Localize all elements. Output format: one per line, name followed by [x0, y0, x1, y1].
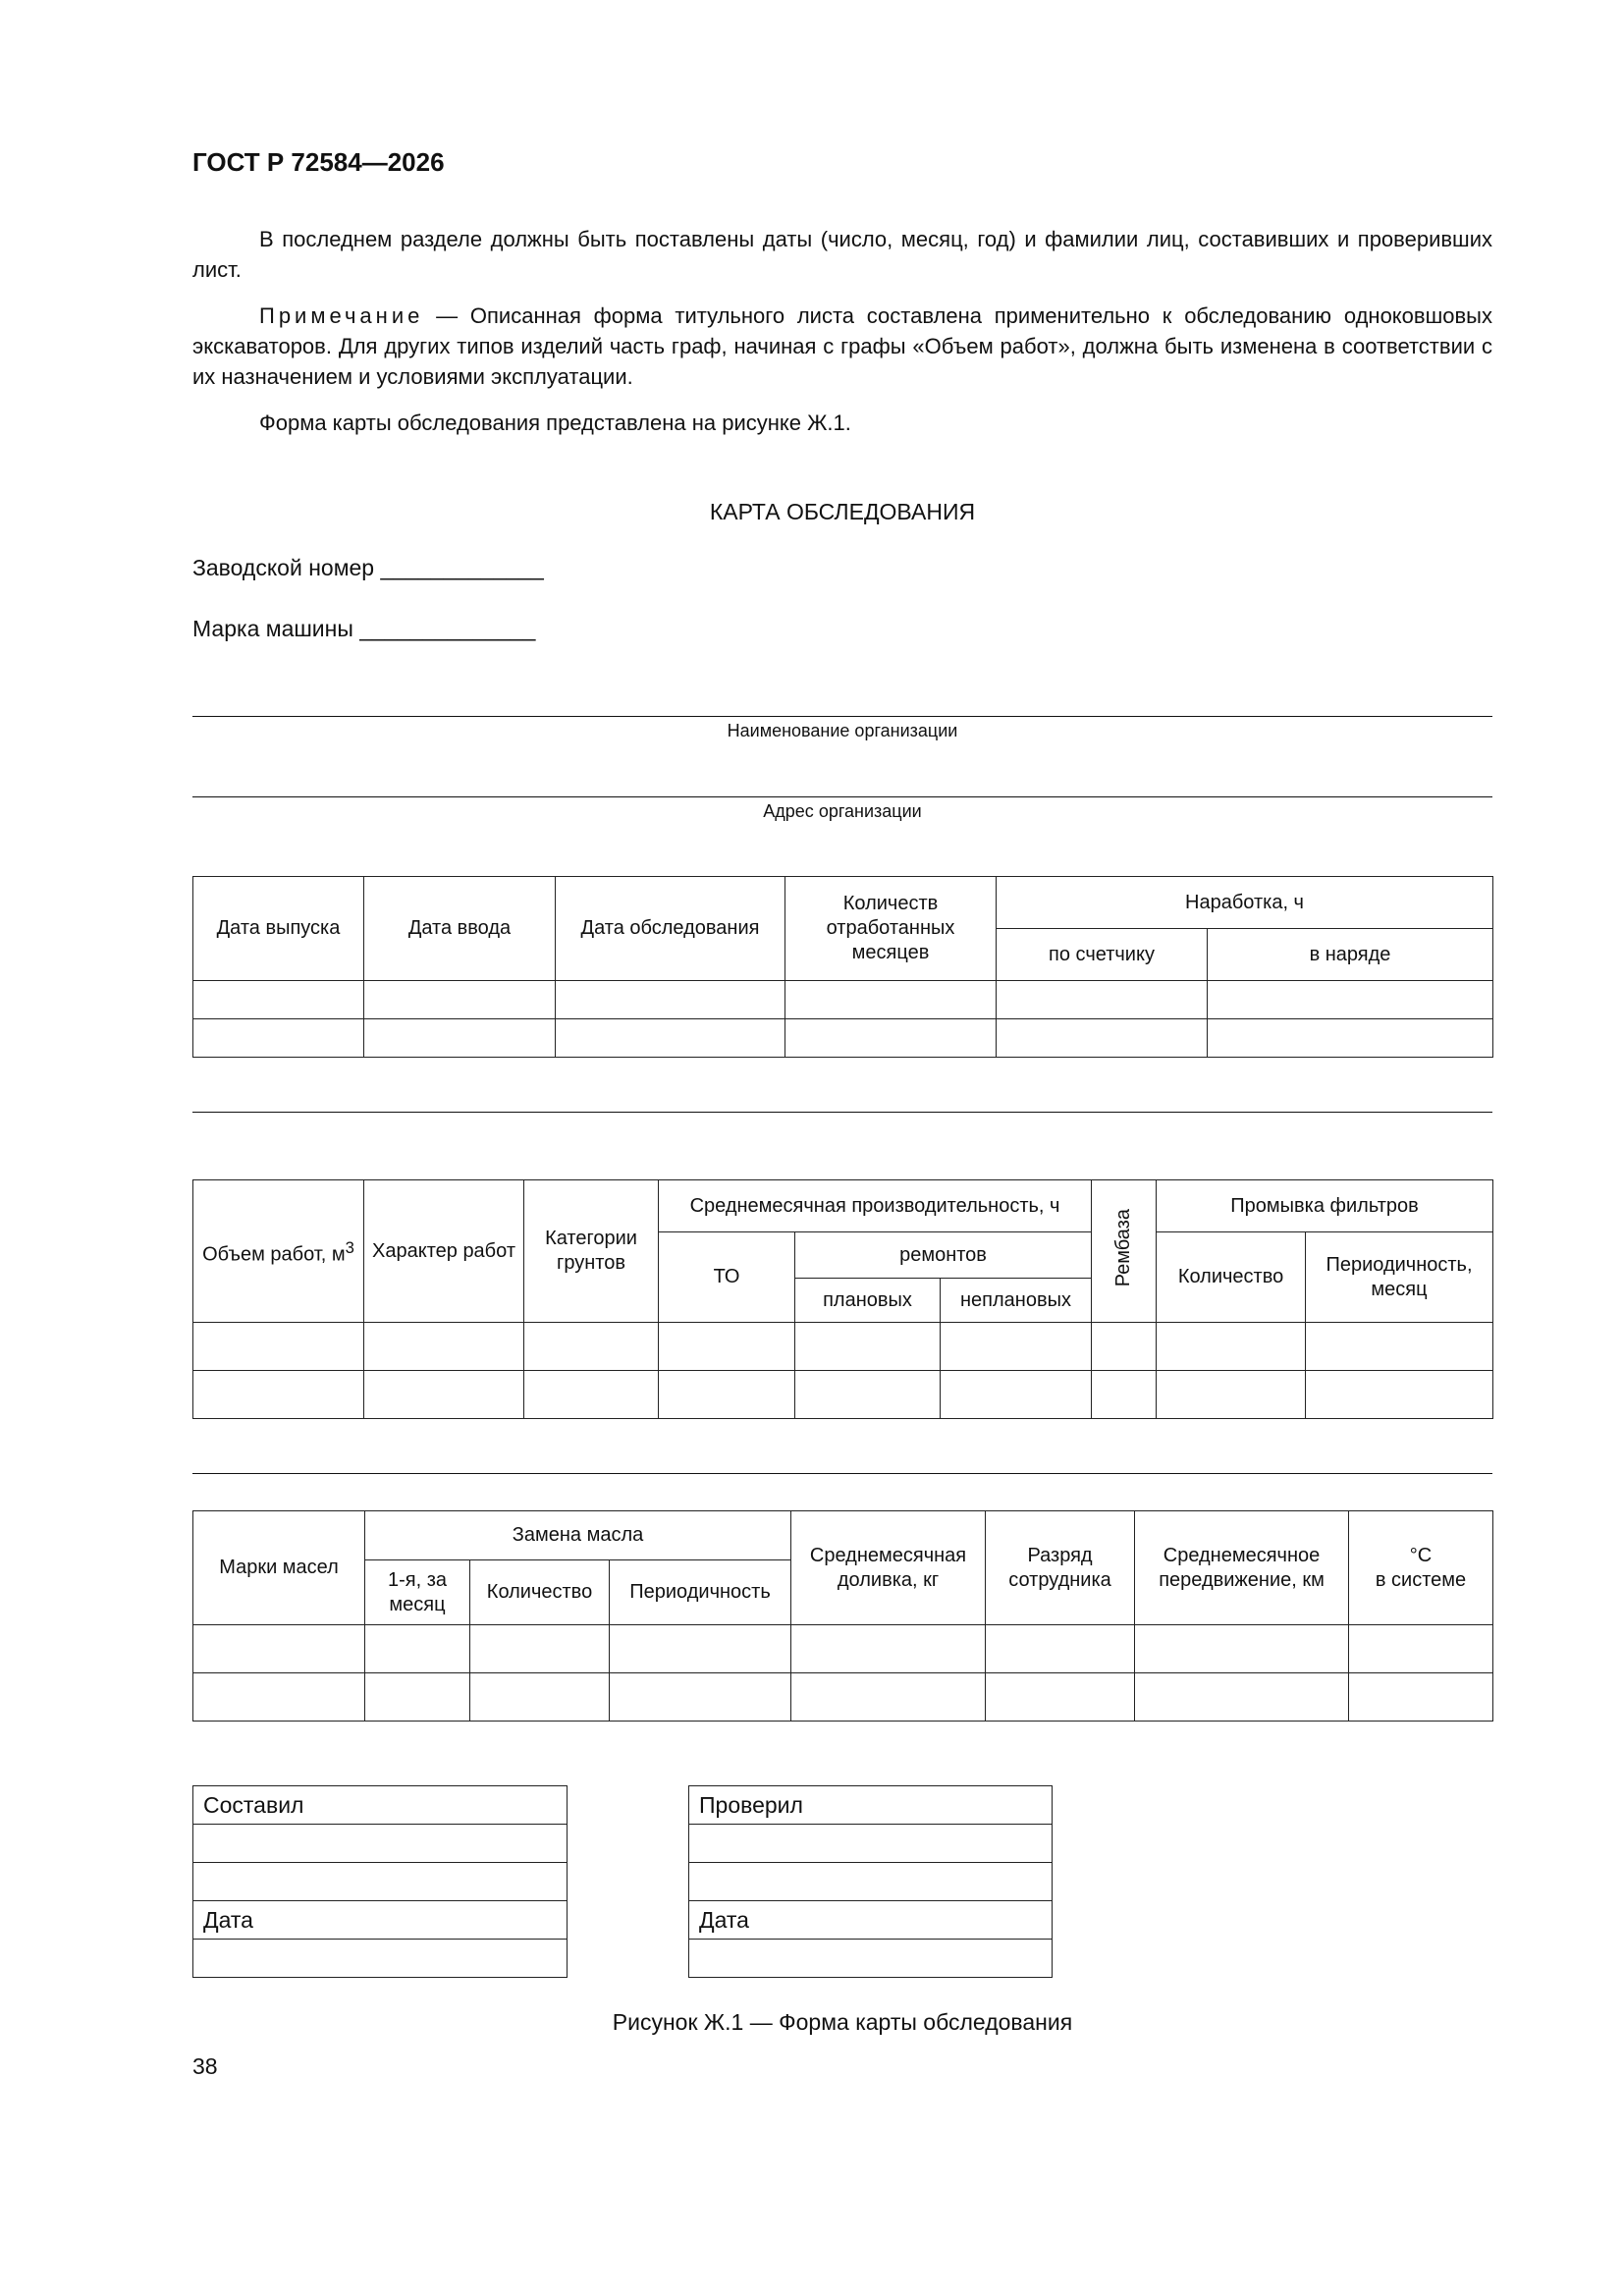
avg-productivity-header: Среднемесячная производительность, ч	[659, 1180, 1092, 1232]
note-label: Примечание	[259, 303, 424, 328]
intro-paragraph: В последнем разделе должны быть поставлены даты (число, месяц, год) и фамилии лиц, составивших и проверивших лист.	[192, 227, 1492, 282]
checked-by-block	[688, 1785, 1053, 1978]
employee-grade-header: Разряд сотрудника	[986, 1511, 1135, 1625]
oil-table	[192, 1510, 1493, 1722]
checked-date-field	[689, 1940, 1053, 1978]
compiled-by-name-field	[193, 1825, 568, 1863]
soil-categories-header: Категории грунтов	[524, 1180, 659, 1323]
oil-quantity-header: Количество	[470, 1560, 610, 1625]
checked-by-name-field	[689, 1825, 1053, 1863]
compiled-by-label: Составил	[193, 1786, 568, 1825]
first-per-month-header: 1-я, за месяц	[365, 1560, 470, 1625]
org-address-caption: Адрес организации	[763, 801, 922, 821]
machine-brand-field: Марка машины ______________	[192, 616, 536, 641]
separator-line	[192, 1112, 1492, 1113]
to-header: ТО	[659, 1232, 795, 1323]
by-order-header: в наряде	[1208, 929, 1493, 981]
compiled-by-block	[192, 1785, 568, 1978]
table-row	[193, 1019, 1493, 1058]
page-number: 38	[192, 2053, 218, 2079]
avg-topup-header: Среднемесячная доливка, кг	[791, 1511, 986, 1625]
avg-movement-header: Среднемесячное передвижение, км	[1135, 1511, 1349, 1625]
work-volume-header: Объем работ, $м^3$	[193, 1180, 364, 1323]
org-address-line	[192, 796, 1492, 797]
checked-by-label: Проверил	[689, 1786, 1053, 1825]
temperature-header: °C в системе	[1349, 1511, 1493, 1625]
table-row	[193, 1371, 1493, 1419]
note-paragraph	[192, 301, 1492, 392]
release-date-header: Дата выпуска	[193, 877, 364, 981]
planned-header: плановых	[795, 1279, 941, 1323]
work-nature-header: Характер работ	[364, 1180, 524, 1323]
table-row	[193, 1625, 1493, 1673]
separator-line	[192, 1473, 1492, 1474]
table-row	[193, 1323, 1493, 1371]
checked-date-label: Дата	[689, 1901, 1053, 1940]
commission-date-header: Дата ввода	[364, 877, 556, 981]
dates-table	[192, 876, 1493, 1058]
document-number: ГОСТ Р 72584—2026	[192, 147, 445, 177]
productivity-table	[192, 1179, 1493, 1419]
operating-hours-header: Наработка, ч	[997, 877, 1493, 929]
form-title: КАРТА ОБСЛЕДОВАНИЯ	[709, 499, 976, 524]
compiled-by-signature-field	[193, 1863, 568, 1901]
oil-change-header: Замена масла	[365, 1511, 791, 1560]
org-name-line	[192, 716, 1492, 717]
checked-by-signature-field	[689, 1863, 1053, 1901]
table-row	[193, 1673, 1493, 1722]
compiled-date-label: Дата	[193, 1901, 568, 1940]
compiled-date-field	[193, 1940, 568, 1978]
note-text: — Описанная форма титульного листа составлена применительно к обследованию одноковшовых экскаваторов. Для других типов изделий часть граф, начиная с графы «Объем работ», должна быть изменена в соответствии с их назначением и условиями эксплуатации.	[192, 303, 1492, 389]
unplanned-header: неплановых	[941, 1279, 1092, 1323]
oil-periodicity-header: Периодичность	[610, 1560, 791, 1625]
filter-flush-header: Промывка фильтров	[1157, 1180, 1493, 1232]
oil-grades-header: Марки масел	[193, 1511, 365, 1625]
rembaza-header: Рембаза	[1092, 1180, 1157, 1323]
by-counter-header: по счетчику	[997, 929, 1208, 981]
inspection-date-header: Дата обследования	[556, 877, 785, 981]
form-reference-paragraph: Форма карты обследования представлена на рисунке Ж.1.	[259, 410, 851, 435]
months-worked-header: Количеств отработанных месяцев	[785, 877, 997, 981]
serial-number-field: Заводской номер _____________	[192, 555, 544, 580]
figure-caption: Рисунок Ж.1 — Форма карты обследования	[612, 2009, 1073, 2035]
repairs-header: ремонтов	[795, 1232, 1092, 1279]
flush-periodicity-header: Периодичность, месяц	[1306, 1232, 1493, 1323]
table-row	[193, 981, 1493, 1019]
org-name-caption: Наименование организации	[727, 721, 958, 740]
flush-quantity-header: Количество	[1157, 1232, 1306, 1323]
